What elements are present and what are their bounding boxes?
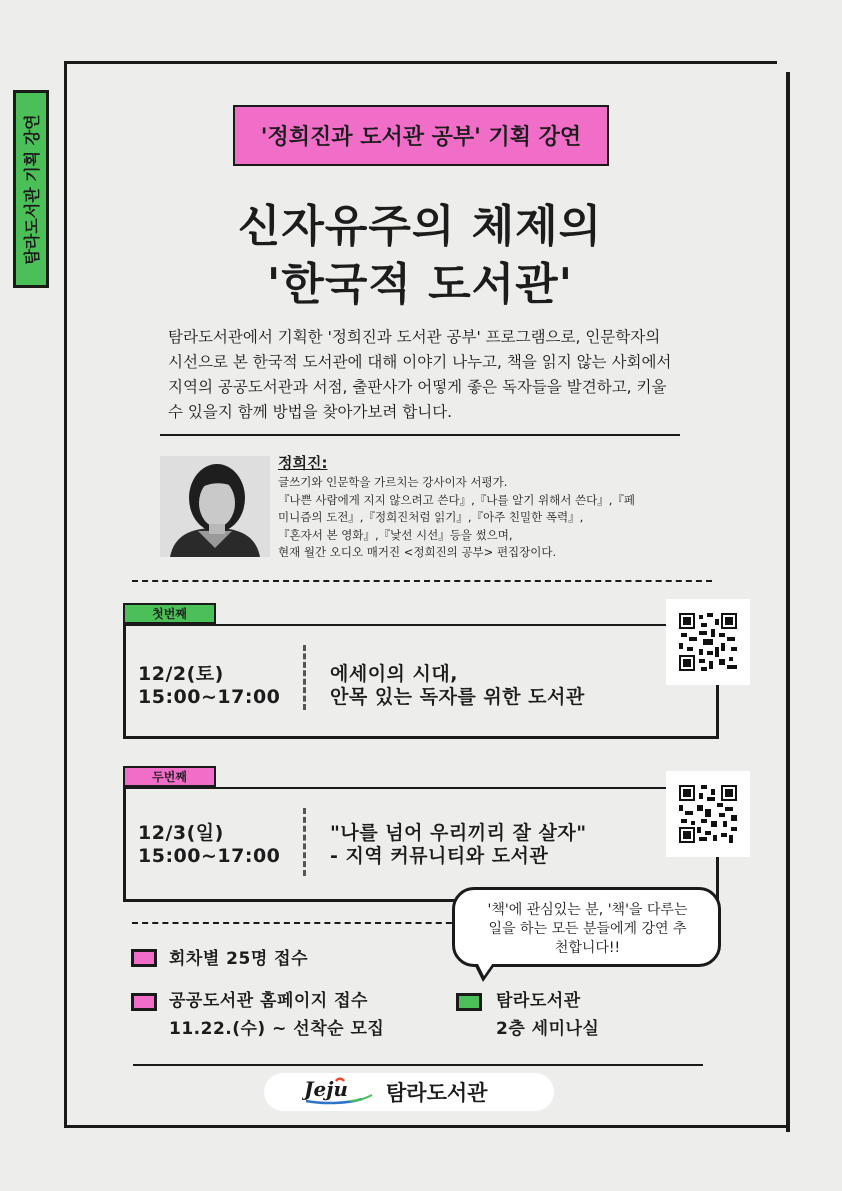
side-tag [13, 90, 49, 288]
main-title-line1: 신자유주의 체제의 [237, 201, 603, 252]
speaker-photo [160, 456, 270, 557]
speaker-bio [278, 474, 698, 562]
divider-line [160, 434, 680, 436]
bullet-square-icon [131, 949, 157, 967]
speech-bubble-tail-inner [476, 960, 495, 976]
qr-code-icon [679, 613, 737, 671]
session-2-topic-line1: "나를 넘어 우리끼리 잘 살자" [330, 822, 587, 844]
bullet-square-icon [456, 993, 482, 1011]
svg-text:Jeju: Jeju [304, 1077, 348, 1101]
intro-line: 지역의 공공도서관과 서점, 출판사가 어떻게 좋은 독자들을 발견하고, 키울 [168, 378, 667, 396]
session-1-schedule [138, 663, 280, 709]
frame-left-border [64, 61, 67, 1127]
signup-method: 공공도서관 홈페이지 접수 [169, 991, 368, 1011]
bubble-line: 천합니다!! [554, 940, 621, 956]
session-2-topic [330, 822, 587, 868]
session-2-schedule [138, 822, 280, 868]
session-1-qr-code[interactable] [666, 599, 750, 685]
library-name: 탐라도서관 [386, 1081, 488, 1105]
signup-period: 11.22.(수) ~ 선착순 모집 [169, 1019, 385, 1039]
venue-room: 2층 세미나실 [496, 1019, 600, 1039]
session-2-qr-code[interactable] [666, 771, 750, 857]
intro-paragraph [168, 325, 688, 425]
bio-line: 현재 월간 오디오 매거진 <정희진의 공부> 편집장이다. [278, 545, 557, 559]
bubble-line: '책'에 관심있는 분, '책'을 다루는 [487, 902, 688, 918]
frame-top-border [64, 61, 777, 64]
session-1-time: 15:00~17:00 [138, 686, 281, 708]
intro-line: 시선으로 본 한국적 도서관에 대해 이야기 나누고, 책을 읽지 않는 사회에서 [168, 353, 672, 371]
divider-line [133, 1064, 703, 1066]
bullet-square-icon [131, 993, 157, 1011]
speech-bubble [452, 887, 721, 967]
jeju-logo [302, 1077, 380, 1105]
session-2-separator [303, 808, 306, 876]
frame-right-border [786, 72, 790, 1132]
bio-line: 『혼자서 본 영화』,『낯선 시선』등을 썼으며, [278, 527, 513, 542]
main-title-line2: '한국적 도서관' [266, 259, 574, 310]
session-1-separator [303, 645, 306, 710]
dashed-divider [132, 580, 712, 582]
bio-line: 글쓰기와 인문학을 가르치는 강사이자 서평가. [278, 475, 508, 489]
frame-bottom-border [64, 1125, 786, 1128]
venue-name: 탐라도서관 [496, 991, 581, 1011]
capacity-info: 회차별 25명 접수 [169, 949, 309, 969]
session-1-topic [330, 663, 585, 709]
session-2-time: 15:00~17:00 [138, 845, 281, 867]
main-title [120, 198, 720, 314]
series-title-box [233, 105, 609, 166]
session-1-label: 첫번째 [123, 603, 216, 624]
session-1-topic-line1: 에세이의 시대, [330, 663, 458, 685]
session-1-topic-line2: 안목 있는 독자를 위한 도서관 [330, 686, 585, 708]
series-title: '정희진과 도서관 공부' 기획 강연 [260, 125, 582, 150]
speaker-name: 정희진: [278, 454, 328, 472]
session-2-label: 두번째 [123, 766, 216, 787]
side-tag-label: 탐라도서관 기획 강연 [22, 113, 42, 265]
session-2-date: 12/3(일) [138, 822, 224, 844]
qr-code-icon [679, 785, 737, 843]
session-2-topic-line2: - 지역 커뮤니티와 도서관 [330, 845, 549, 867]
intro-line: 탐라도서관에서 기획한 '정희진과 도서관 공부' 프로그램으로, 인문학자의 [168, 328, 661, 346]
bio-line: 『나쁜 사람에게 지지 않으려고 쓴다』,『나를 알기 위해서 쓴다』,『페 [278, 492, 636, 507]
intro-line: 수 있을지 함께 방법을 찾아가보려 합니다. [168, 403, 453, 421]
session-1-date: 12/2(토) [138, 663, 224, 685]
bio-line: 미니즘의 도전』,『정희진처럼 읽기』,『아주 친밀한 폭력』, [278, 510, 584, 524]
bubble-line: 일을 하는 모든 분들에게 강연 추 [488, 921, 687, 937]
dashed-divider [132, 922, 462, 924]
